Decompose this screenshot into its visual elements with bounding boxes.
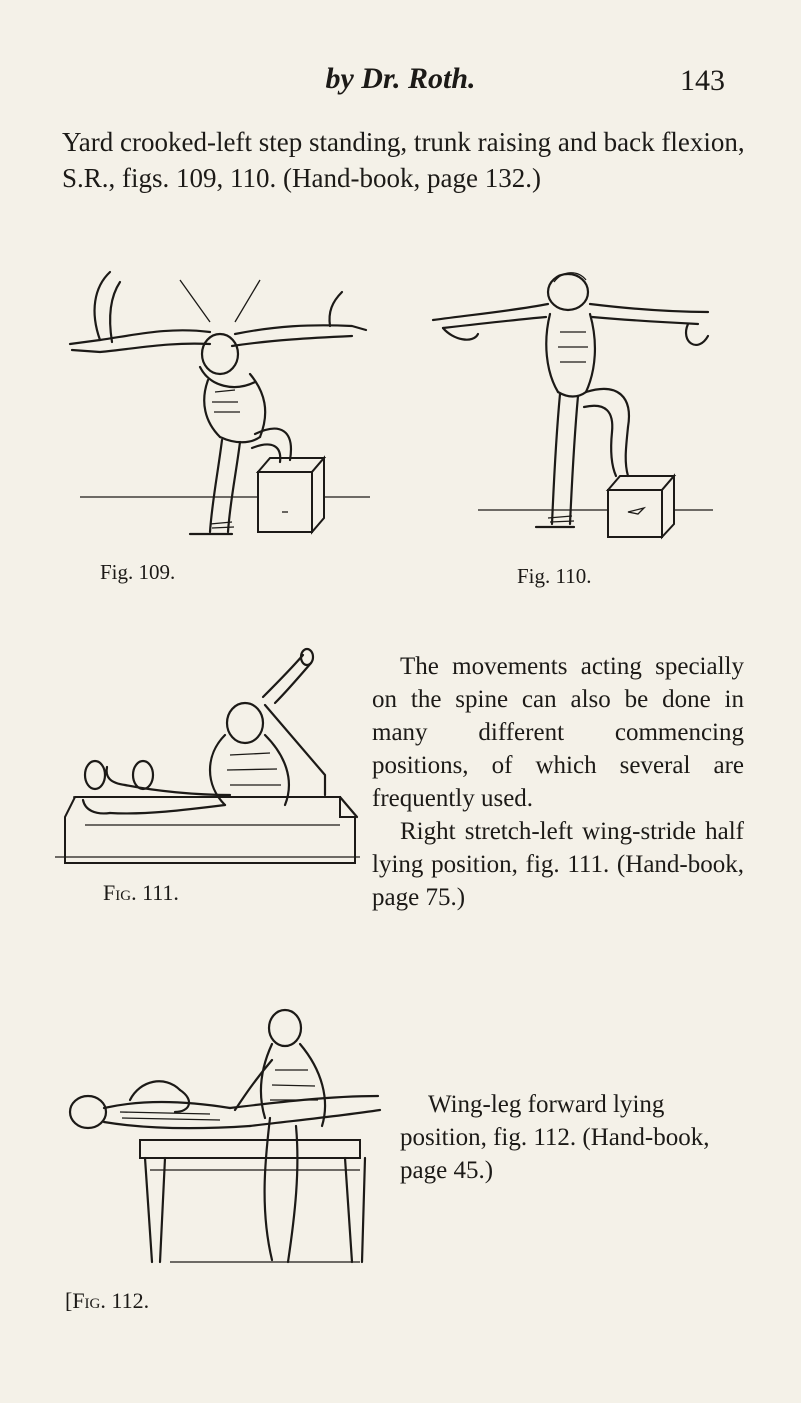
fig-109-caption: Fig. 109. <box>100 560 176 584</box>
fig-110-caption: Fig. 110. <box>517 564 592 588</box>
page-number: 143 <box>680 64 725 97</box>
fig-109-illustration <box>60 262 375 552</box>
fig-112-illustration <box>60 1000 395 1270</box>
wing-leg-text: Wing-leg forward lying position, fig. 112. (Hand-book, page 45.) <box>400 1091 710 1184</box>
wing-leg-paragraph <box>400 1088 740 1187</box>
fig-111-illustration <box>55 645 365 865</box>
movements-paragraph: The movements acting specially on the spine can also be done in many different commencing positions, of which several are frequently used. <box>372 653 744 812</box>
fig-112-caption: [Fig. 112. <box>65 1288 150 1313</box>
right-stretch-paragraph: Right stretch-left wing-stride half lying position, fig. 111. (Hand-book, page 75.) <box>372 818 744 911</box>
intro-paragraph: Yard crooked-left step standing, trunk raising and back flexion, S.R., figs. 109, 110. (Hand-book, page 132.) <box>62 127 745 193</box>
fig-110-illustration <box>418 262 718 552</box>
running-title: by Dr. Roth. <box>325 62 476 95</box>
fig-111-caption: Fig. 111. <box>103 880 179 905</box>
